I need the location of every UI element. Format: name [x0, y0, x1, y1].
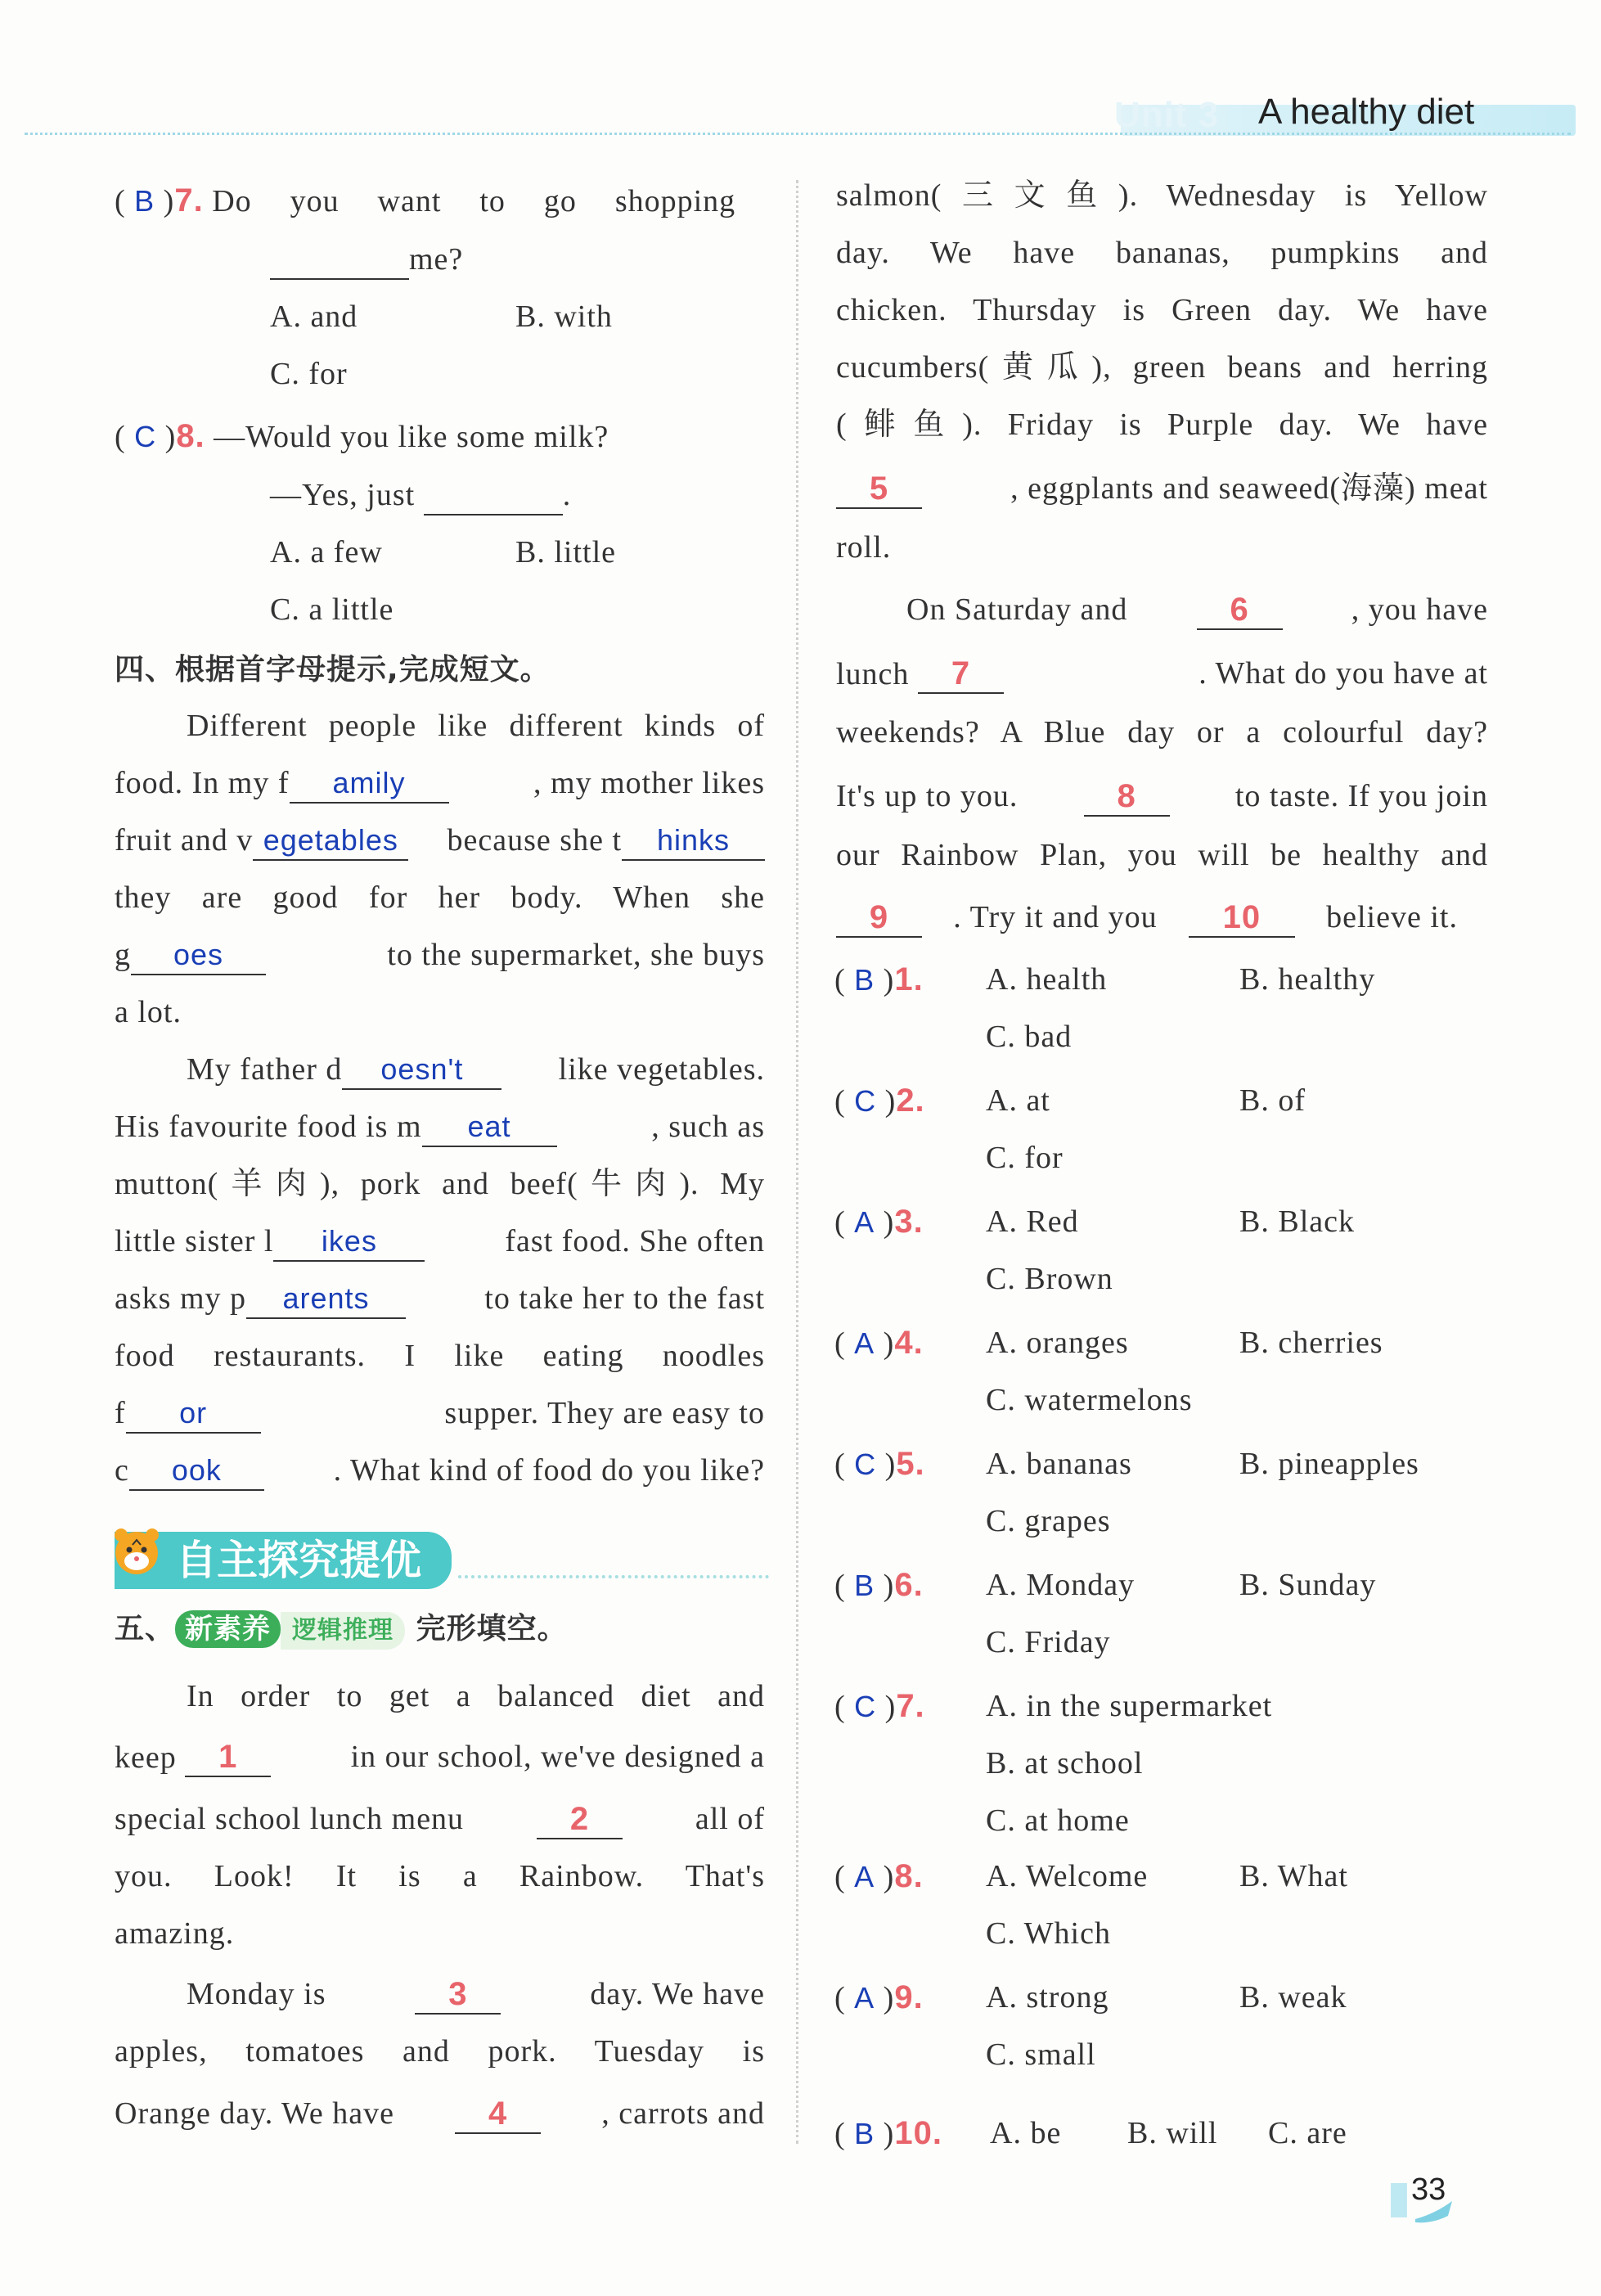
q9-option-a: A. strong: [986, 1980, 1109, 2015]
q2-option-b: B. of: [1239, 1083, 1306, 1118]
answer-blank: oesn't: [342, 1051, 501, 1090]
option-row-9: ( A )9.: [834, 1979, 924, 2015]
option-row-10: ( B )10.: [834, 2115, 942, 2151]
answer-blank: ook: [129, 1452, 264, 1491]
blank-number: 3: [415, 1975, 501, 2015]
r-line10: weekends? A Blue day or a colourful day?: [836, 715, 1488, 750]
answer-blank: ikes: [273, 1222, 425, 1262]
p2-line2: [115, 1108, 765, 1147]
question-8: ( C )8. —Would you like some milk?: [115, 418, 609, 454]
tag-logic: 逻辑推理: [281, 1612, 405, 1650]
q6-option-a: A. Monday: [986, 1568, 1136, 1602]
qnum-1: 1.: [894, 961, 924, 997]
text: Orange day. We have: [115, 2096, 394, 2131]
option-row-1: ( B )1.: [834, 961, 924, 997]
q9-option-c: C. small: [986, 2037, 1096, 2072]
tiger-mascot-icon: [108, 1520, 165, 1586]
q8-line2: [270, 476, 571, 515]
p2-line1: [187, 1051, 765, 1090]
answer-5: C: [854, 1447, 877, 1481]
p3-line5: amazing.: [115, 1916, 235, 1951]
q1-option-b: B. healthy: [1239, 962, 1376, 997]
p1-line3: [115, 822, 765, 861]
q1-option-a: A. health: [986, 962, 1108, 997]
q8-text: —Would you like some milk?: [214, 420, 609, 454]
q8-option-a: A. a few: [270, 535, 383, 569]
answer-blank: amily: [290, 764, 449, 804]
blank-number: 5: [836, 470, 922, 509]
q4-option-a: A. oranges: [986, 1326, 1129, 1360]
answer-2: C: [854, 1084, 877, 1118]
text: food. In my f: [115, 766, 290, 800]
p4-line2: apples, tomatoes and pork. Tuesday is: [115, 2034, 765, 2069]
answer-blank: oes: [131, 936, 266, 975]
q4-option-c: C. watermelons: [986, 1383, 1193, 1417]
q10-option-a: A. be: [990, 2116, 1062, 2150]
text: to take her to the fast: [484, 1281, 765, 1316]
sec5-title-text: 完形填空。: [416, 1612, 568, 1645]
text: in our school, we've designed a: [350, 1740, 765, 1774]
q8-end: .: [562, 478, 572, 512]
blank: [270, 241, 409, 280]
text: , you have: [1351, 592, 1488, 627]
p2-line7: [115, 1394, 765, 1434]
blank-number: 10: [1189, 898, 1295, 938]
qnum-10: 10.: [894, 2115, 942, 2151]
qnum-9: 9.: [894, 1979, 924, 2015]
text: believe it.: [1326, 900, 1458, 934]
answer-blank: hinks: [622, 822, 765, 861]
text: . What kind of food do you like?: [333, 1453, 765, 1488]
q8-option-b: B. What: [1239, 1859, 1348, 1893]
answer-6: B: [854, 1569, 875, 1602]
qnum-6: 6.: [894, 1567, 924, 1603]
q7-cont-text: me?: [409, 242, 464, 277]
r-line11: [836, 777, 1488, 817]
r-line12: our Rainbow Plan, you will be healthy and: [836, 838, 1488, 872]
text: asks my p: [115, 1281, 246, 1316]
answer-10: B: [854, 2117, 875, 2150]
r-line4: cucumbers(黄瓜), green beans and herring: [836, 350, 1488, 385]
q7-option-a: A. in the supermarket: [986, 1689, 1273, 1723]
q9-option-b: B. weak: [1239, 1980, 1347, 2015]
blank-number: 9: [836, 898, 922, 938]
q6-option-b: B. Sunday: [1239, 1568, 1377, 1602]
p1-line2: [115, 764, 765, 804]
q5-option-b: B. pineapples: [1239, 1447, 1419, 1481]
p1-line6: a lot.: [115, 995, 182, 1029]
text: , eggplants and seaweed(海藻) meat: [1010, 471, 1488, 506]
column-divider: [796, 180, 798, 2144]
r-line2: day. We have bananas, pumpkins and: [836, 236, 1488, 270]
text: because she t: [447, 823, 622, 858]
text: to the supermarket, she buys: [387, 938, 765, 972]
p3-line2: [115, 1738, 765, 1777]
text: like vegetables.: [558, 1052, 765, 1087]
text: all of: [695, 1802, 765, 1836]
text: , carrots and: [601, 2096, 765, 2131]
p1-line1: Different people like different kinds of: [187, 709, 765, 743]
text: . Try it and you: [953, 900, 1158, 934]
r-line13: [836, 898, 1458, 938]
answer-8: A: [854, 1860, 875, 1893]
q8-option-c: C. Which: [986, 1916, 1111, 1951]
sec5-prefix: 五、: [115, 1612, 176, 1645]
answer-blank: arents: [246, 1280, 406, 1319]
r-line5: (鲱鱼). Friday is Purple day. We have: [836, 407, 1488, 442]
qnum-2: 2.: [896, 1083, 925, 1119]
banner-text: 自主探究提优: [176, 1537, 421, 1584]
option-row-7: ( C )7.: [834, 1688, 925, 1724]
section-5-title: [115, 1610, 568, 1650]
section-4-title: 四、根据首字母提示,完成短文。: [115, 653, 551, 687]
header-dotted-line: [25, 133, 1571, 135]
blank-number: 7: [918, 655, 1004, 694]
blank-number: 8: [1084, 777, 1170, 817]
question-7: ( B )7. Do you want to go shopping: [115, 182, 736, 218]
text: On Saturday and: [906, 592, 1128, 627]
unit-label: Unit 3: [1114, 95, 1220, 135]
text: , my mother likes: [533, 766, 765, 800]
answer-blank: egetables: [253, 822, 408, 861]
banner-dotted-line: [458, 1575, 769, 1578]
blank-number: 4: [455, 2095, 541, 2134]
qnum-4: 4.: [894, 1325, 924, 1361]
q4-option-b: B. cherries: [1239, 1326, 1383, 1360]
text: fast food. She often: [505, 1224, 765, 1258]
blank: [424, 476, 563, 515]
qnum-8: 8.: [176, 418, 205, 454]
option-row-8: ( A )8.: [834, 1858, 924, 1894]
text: day. We have: [590, 1977, 765, 2011]
option-row-2: ( C )2.: [834, 1083, 925, 1119]
q7-option-b: B. with: [515, 299, 613, 334]
answer-7: C: [854, 1690, 877, 1723]
r-line1: salmon(三文鱼). Wednesday is Yellow: [836, 178, 1488, 213]
text: . What do you have at: [1199, 656, 1488, 691]
answer-9: A: [854, 1981, 875, 2015]
qnum-3: 3.: [894, 1204, 924, 1240]
text: lunch: [836, 657, 910, 691]
p3-line1: In order to get a balanced diet and: [187, 1679, 765, 1713]
p4-line1: [187, 1975, 765, 2015]
p2-line8: [115, 1452, 765, 1491]
answer-blank: eat: [422, 1108, 557, 1147]
text: c: [115, 1453, 129, 1488]
p3-line3: [115, 1800, 765, 1839]
text: keep: [115, 1740, 177, 1775]
q6-option-c: C. Friday: [986, 1625, 1111, 1659]
q7-option-a: A. and: [270, 299, 358, 334]
text: , such as: [651, 1110, 765, 1144]
text: to taste. If you join: [1234, 779, 1488, 813]
r-line3: chicken. Thursday is Green day. We have: [836, 293, 1488, 327]
option-row-6: ( B )6.: [834, 1567, 924, 1603]
p1-line4: they are good for her body. When she: [115, 880, 765, 915]
blank-number: 6: [1197, 591, 1283, 630]
text: special school lunch menu: [115, 1802, 465, 1836]
text: Monday is: [187, 1977, 326, 2011]
q5-option-a: A. bananas: [986, 1447, 1132, 1481]
q8-line2-text: —Yes, just: [270, 478, 416, 512]
q3-option-a: A. Red: [986, 1204, 1079, 1239]
option-row-5: ( C )5.: [834, 1446, 925, 1482]
page-number: 33: [1411, 2172, 1446, 2207]
text: g: [115, 938, 131, 972]
q7-option-b: B. at school: [986, 1746, 1144, 1781]
answer-q7: B: [134, 184, 155, 218]
text: fruit and v: [115, 823, 254, 858]
q3-option-b: B. Black: [1239, 1204, 1355, 1239]
q8-option-a: A. Welcome: [986, 1859, 1149, 1893]
p2-line3: mutton(羊肉), pork and beef(牛肉). My: [115, 1167, 765, 1201]
r-line7: roll.: [836, 530, 892, 565]
q2-option-a: A. at: [986, 1083, 1050, 1118]
answer-4: A: [854, 1326, 875, 1360]
qnum-7: 7.: [174, 182, 204, 218]
p2-line6: food restaurants. I like eating noodles: [115, 1339, 765, 1373]
r-line6: [836, 470, 1488, 509]
q7-option-c: C. at home: [986, 1803, 1130, 1838]
text: His favourite food is m: [115, 1110, 422, 1144]
q10-option-b: B. will: [1127, 2116, 1218, 2150]
q7-text: Do you want to go shopping: [212, 184, 736, 218]
answer-3: A: [854, 1205, 875, 1239]
q7-cont: [270, 241, 463, 280]
p4-line3: [115, 2095, 765, 2134]
p3-line4: you. Look! It is a Rainbow. That's: [115, 1859, 765, 1893]
text: It's up to you.: [836, 779, 1019, 813]
qnum-7: 7.: [896, 1688, 925, 1724]
q2-option-c: C. for: [986, 1141, 1064, 1175]
q3-option-c: C. Brown: [986, 1262, 1113, 1296]
answer-q8: C: [134, 420, 157, 453]
answer-blank: or: [126, 1394, 261, 1434]
blank-number: 2: [537, 1800, 623, 1839]
qnum-5: 5.: [896, 1446, 925, 1482]
q8-option-b: B. little: [515, 535, 616, 569]
r-line8: [906, 591, 1488, 630]
blank-number: 1: [185, 1738, 271, 1777]
option-row-4: ( A )4.: [834, 1325, 924, 1361]
unit-title: A healthy diet: [1258, 92, 1475, 132]
option-row-3: ( A )3.: [834, 1204, 924, 1240]
q1-option-c: C. bad: [986, 1020, 1073, 1054]
p2-line4: [115, 1222, 765, 1262]
qnum-8: 8.: [894, 1858, 924, 1894]
p2-line5: [115, 1280, 765, 1319]
q10-option-c: C. are: [1268, 2116, 1347, 2150]
text: f: [115, 1396, 126, 1430]
q8-option-c: C. a little: [270, 592, 394, 627]
tag-new-literacy: 新素养: [175, 1610, 281, 1648]
r-line9: [836, 655, 1488, 694]
answer-1: B: [854, 963, 875, 997]
text: supper. They are easy to: [444, 1396, 765, 1430]
q7-option-c: C. for: [270, 357, 348, 391]
text: little sister l: [115, 1224, 274, 1258]
text: My father d: [187, 1052, 343, 1087]
q5-option-c: C. grapes: [986, 1504, 1111, 1538]
p1-line5: [115, 936, 765, 975]
